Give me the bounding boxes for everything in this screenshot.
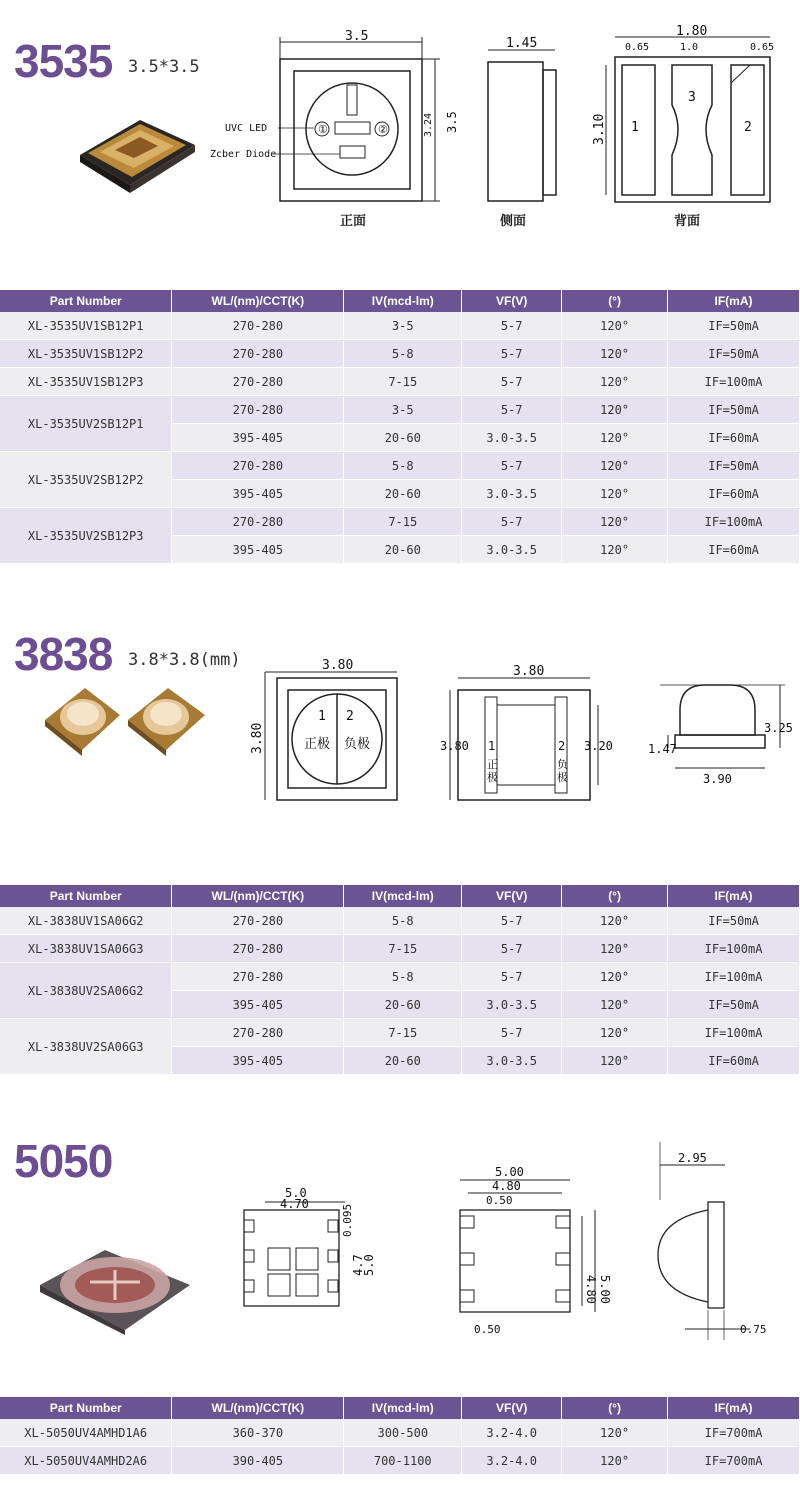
dim-5050-w: 5.0	[285, 1186, 307, 1200]
table-cell: XL-5050UV4AMHD1A6	[0, 1419, 172, 1447]
table-cell: 3.0-3.5	[462, 480, 562, 508]
table-cell: IF(mA)	[668, 885, 800, 907]
dim-3838-sw: 3.80	[513, 664, 545, 679]
label-3838-pos: 正极	[304, 737, 331, 752]
table-cell: 7-15	[344, 508, 462, 536]
label-3838-neg: 负极	[344, 737, 371, 752]
table-cell: IF=50mA	[668, 991, 800, 1019]
dim-5050-lens: 2.95	[678, 1151, 707, 1165]
table-cell: 20-60	[344, 480, 462, 508]
model-3535-size: 3.5*3.5	[128, 57, 200, 77]
table-cell: WL/(nm)/CCT(K)	[172, 885, 344, 907]
dim-3838-ih: 3.20	[584, 739, 613, 753]
view-back: 背面	[674, 214, 701, 229]
table-row	[0, 963, 800, 991]
table-cell: XL-3535UV2SB12P1	[0, 396, 172, 452]
dim-3535-height: 3.5	[445, 111, 459, 133]
pin-3838-2: 2	[346, 709, 354, 724]
table-cell: XL-3535UV2SB12P3	[0, 508, 172, 564]
table-cell: 120°	[562, 1047, 668, 1075]
dim-3535-back: 1.80	[676, 25, 708, 39]
dim-5050-sw: 5.00	[495, 1165, 524, 1179]
dim-5050-lb: 0.75	[740, 1323, 767, 1336]
table-cell: VF(V)	[462, 1397, 562, 1419]
table-cell: 20-60	[344, 536, 462, 564]
table-cell: 3.0-3.5	[462, 1047, 562, 1075]
dim-3535-side: 1.45	[506, 36, 538, 51]
table-3838-header	[0, 885, 800, 907]
table-cell: IF=700mA	[668, 1419, 800, 1447]
col-vf: VF(V)	[462, 290, 562, 312]
table-cell: 270-280	[172, 340, 344, 368]
col-iv: IV(mcd-lm)	[344, 290, 462, 312]
table-cell: IF=50mA	[668, 340, 800, 368]
table-3838	[0, 885, 800, 1075]
table-cell: 3.2-4.0	[462, 1419, 562, 1447]
table-cell: 120°	[562, 991, 668, 1019]
table-cell: XL-3535UV1SB12P1	[0, 312, 172, 340]
table-cell: 3.0-3.5	[462, 536, 562, 564]
model-3838-title: 3838	[14, 628, 113, 680]
table-cell: 3-5	[344, 396, 462, 424]
dim-5050-pitch: 0.095	[341, 1203, 354, 1237]
table-cell: IF=50mA	[668, 452, 800, 480]
table-row	[0, 312, 800, 340]
dim-5050-sw2: 4.80	[492, 1179, 521, 1193]
table-cell: IF=60mA	[668, 424, 800, 452]
table-cell: IF=100mA	[668, 368, 800, 396]
table-cell: 270-280	[172, 508, 344, 536]
table-cell: XL-3535UV2SB12P2	[0, 452, 172, 508]
dim-5050-h1: 4.7	[351, 1254, 365, 1276]
table-cell: IV(mcd-lm)	[344, 1397, 462, 1419]
dim-3838-bw: 3.90	[703, 772, 732, 786]
table-cell: 395-405	[172, 480, 344, 508]
table-cell: 270-280	[172, 963, 344, 991]
dim-3838-sh: 3.80	[440, 739, 469, 753]
dim-3535-inner: 3.24	[423, 112, 434, 137]
table-cell: 5-8	[344, 340, 462, 368]
model-3535-title: 3535	[14, 35, 113, 87]
table-row	[0, 1447, 800, 1475]
dim-3838-lens: 3.25	[764, 721, 793, 735]
table-cell: 120°	[562, 424, 668, 452]
table-cell: IF=60mA	[668, 480, 800, 508]
table-cell: 5-7	[462, 396, 562, 424]
table-cell: IF=100mA	[668, 1019, 800, 1047]
table-cell: XL-3535UV1SB12P3	[0, 368, 172, 396]
table-cell: 7-15	[344, 1019, 462, 1047]
table-cell: WL/(nm)/CCT(K)	[172, 1397, 344, 1419]
table-cell: 5-8	[344, 907, 462, 935]
label-zener: Zcber Diode	[210, 149, 277, 160]
dim-3838-w: 3.80	[322, 658, 354, 673]
dim-3535-width: 3.5	[345, 29, 369, 44]
table-cell: 3.2-4.0	[462, 1447, 562, 1475]
table-cell: 120°	[562, 368, 668, 396]
dim-5050-sh2: 4.80	[584, 1275, 598, 1304]
table-cell: XL-3535UV1SB12P2	[0, 340, 172, 368]
table-cell: IF=50mA	[668, 396, 800, 424]
table-cell: 395-405	[172, 991, 344, 1019]
dim-3838-h: 3.80	[250, 722, 265, 754]
pin-3838-side1: 1	[488, 739, 496, 753]
dim-3535-padr: 0.65	[750, 42, 775, 53]
table-row	[0, 935, 800, 963]
table-cell: IF(mA)	[668, 1397, 800, 1419]
table-cell: 270-280	[172, 312, 344, 340]
col-wl: WL/(nm)/CCT(K)	[172, 290, 344, 312]
table-cell: 395-405	[172, 536, 344, 564]
label-3838-neg-v: 负	[557, 758, 568, 771]
dim-5050-sh: 5.00	[598, 1275, 612, 1304]
dim-5050-sb: 0.50	[474, 1323, 501, 1336]
view-side: 侧面	[500, 214, 527, 229]
pin-3535-c1: ①	[318, 123, 328, 136]
table-5050	[0, 1397, 800, 1475]
table-row	[0, 452, 800, 480]
table-cell: 120°	[562, 907, 668, 935]
table-cell: Part Number	[0, 885, 172, 907]
table-5050-header	[0, 1397, 800, 1419]
table-cell: 5-7	[462, 963, 562, 991]
col-if: IF(mA)	[668, 290, 800, 312]
table-cell: IV(mcd-lm)	[344, 885, 462, 907]
table-cell: IF=100mA	[668, 508, 800, 536]
svg-text:极: 极	[557, 771, 568, 784]
table-cell: (°)	[562, 1397, 668, 1419]
table-cell: 270-280	[172, 368, 344, 396]
model-3838-size: 3.8*3.8(mm)	[128, 650, 241, 670]
table-cell: 3.0-3.5	[462, 424, 562, 452]
table-cell: XL-3838UV2SA06G2	[0, 963, 172, 1019]
table-row	[0, 508, 800, 536]
led-3535-photo	[70, 100, 200, 195]
drawing-3535	[210, 25, 800, 205]
table-cell: (°)	[562, 885, 668, 907]
table-cell: 390-405	[172, 1447, 344, 1475]
table-cell: 120°	[562, 312, 668, 340]
table-cell: 5-7	[462, 368, 562, 396]
table-cell: 7-15	[344, 368, 462, 396]
table-3535-header	[0, 290, 800, 312]
model-5050-title: 5050	[14, 1135, 113, 1187]
dim-3535-backh: 3.10	[592, 113, 607, 145]
table-cell: 20-60	[344, 424, 462, 452]
col-angle: (°)	[562, 290, 668, 312]
table-cell: 395-405	[172, 424, 344, 452]
table-cell: 120°	[562, 1019, 668, 1047]
table-cell: 120°	[562, 963, 668, 991]
dim-3838-base: 1.47	[648, 742, 677, 756]
table-cell: 120°	[562, 1447, 668, 1475]
col-part-number: Part Number	[0, 290, 172, 312]
table-cell: 270-280	[172, 907, 344, 935]
view-front: 正面	[340, 214, 367, 229]
table-cell: 120°	[562, 935, 668, 963]
table-cell: 700-1100	[344, 1447, 462, 1475]
table-cell: 5-7	[462, 935, 562, 963]
label-3838-pos-v: 正	[487, 758, 498, 771]
pin-3535-c2: ②	[378, 123, 388, 136]
dim-5050-sp: 0.50	[486, 1194, 513, 1207]
table-row	[0, 340, 800, 368]
table-cell: 5-7	[462, 508, 562, 536]
table-row	[0, 1419, 800, 1447]
table-cell: 120°	[562, 480, 668, 508]
table-cell: 270-280	[172, 935, 344, 963]
table-cell: 360-370	[172, 1419, 344, 1447]
table-cell: 270-280	[172, 1019, 344, 1047]
table-cell: 5-8	[344, 452, 462, 480]
label-uvc-led: UVC LED	[225, 123, 268, 134]
table-cell: 120°	[562, 1419, 668, 1447]
table-3535	[0, 290, 800, 564]
table-cell: 3.0-3.5	[462, 991, 562, 1019]
dim-3535-padl: 0.65	[625, 42, 650, 53]
table-cell: 300-500	[344, 1419, 462, 1447]
pin-3535-3: 3	[688, 90, 696, 105]
table-cell: IF=100mA	[668, 963, 800, 991]
table-cell: 120°	[562, 536, 668, 564]
table-cell: XL-5050UV4AMHD2A6	[0, 1447, 172, 1475]
table-cell: 395-405	[172, 1047, 344, 1075]
table-cell: 5-8	[344, 963, 462, 991]
drawing-5050	[230, 1140, 800, 1370]
table-cell: 120°	[562, 508, 668, 536]
table-cell: XL-3838UV2SA06G3	[0, 1019, 172, 1075]
led-3838-photo	[40, 680, 220, 760]
table-cell: VF(V)	[462, 885, 562, 907]
table-cell: 20-60	[344, 991, 462, 1019]
dim-5050-h2: 5.0	[362, 1254, 376, 1276]
pin-3535-2: 2	[744, 120, 752, 135]
table-row	[0, 396, 800, 424]
led-5050-photo	[30, 1230, 200, 1335]
table-row	[0, 907, 800, 935]
pin-3838-side2: 2	[558, 739, 566, 753]
table-cell: XL-3838UV1SA06G3	[0, 935, 172, 963]
table-cell: IF=100mA	[668, 935, 800, 963]
table-row	[0, 1019, 800, 1047]
table-cell: 5-7	[462, 340, 562, 368]
table-cell: 3-5	[344, 312, 462, 340]
table-row	[0, 368, 800, 396]
table-cell: IF=50mA	[668, 907, 800, 935]
table-cell: 5-7	[462, 452, 562, 480]
drawing-3838	[240, 650, 800, 810]
dim-3535-padm: 1.0	[680, 42, 699, 53]
table-cell: 5-7	[462, 907, 562, 935]
pin-3838-1: 1	[318, 709, 326, 724]
table-cell: IF=50mA	[668, 312, 800, 340]
table-cell: Part Number	[0, 1397, 172, 1419]
table-cell: 20-60	[344, 1047, 462, 1075]
table-cell: 120°	[562, 396, 668, 424]
svg-text:极: 极	[487, 771, 498, 784]
table-cell: 120°	[562, 340, 668, 368]
table-cell: IF=60mA	[668, 1047, 800, 1075]
table-cell: IF=700mA	[668, 1447, 800, 1475]
table-cell: IF=60mA	[668, 536, 800, 564]
table-cell: XL-3838UV1SA06G2	[0, 907, 172, 935]
table-cell: 5-7	[462, 1019, 562, 1047]
table-cell: 270-280	[172, 396, 344, 424]
table-cell: 5-7	[462, 312, 562, 340]
pin-3535-1: 1	[631, 120, 639, 135]
table-cell: 270-280	[172, 452, 344, 480]
table-cell: 120°	[562, 452, 668, 480]
table-cell: 7-15	[344, 935, 462, 963]
dim-5050-w2: 4.70	[280, 1197, 309, 1211]
